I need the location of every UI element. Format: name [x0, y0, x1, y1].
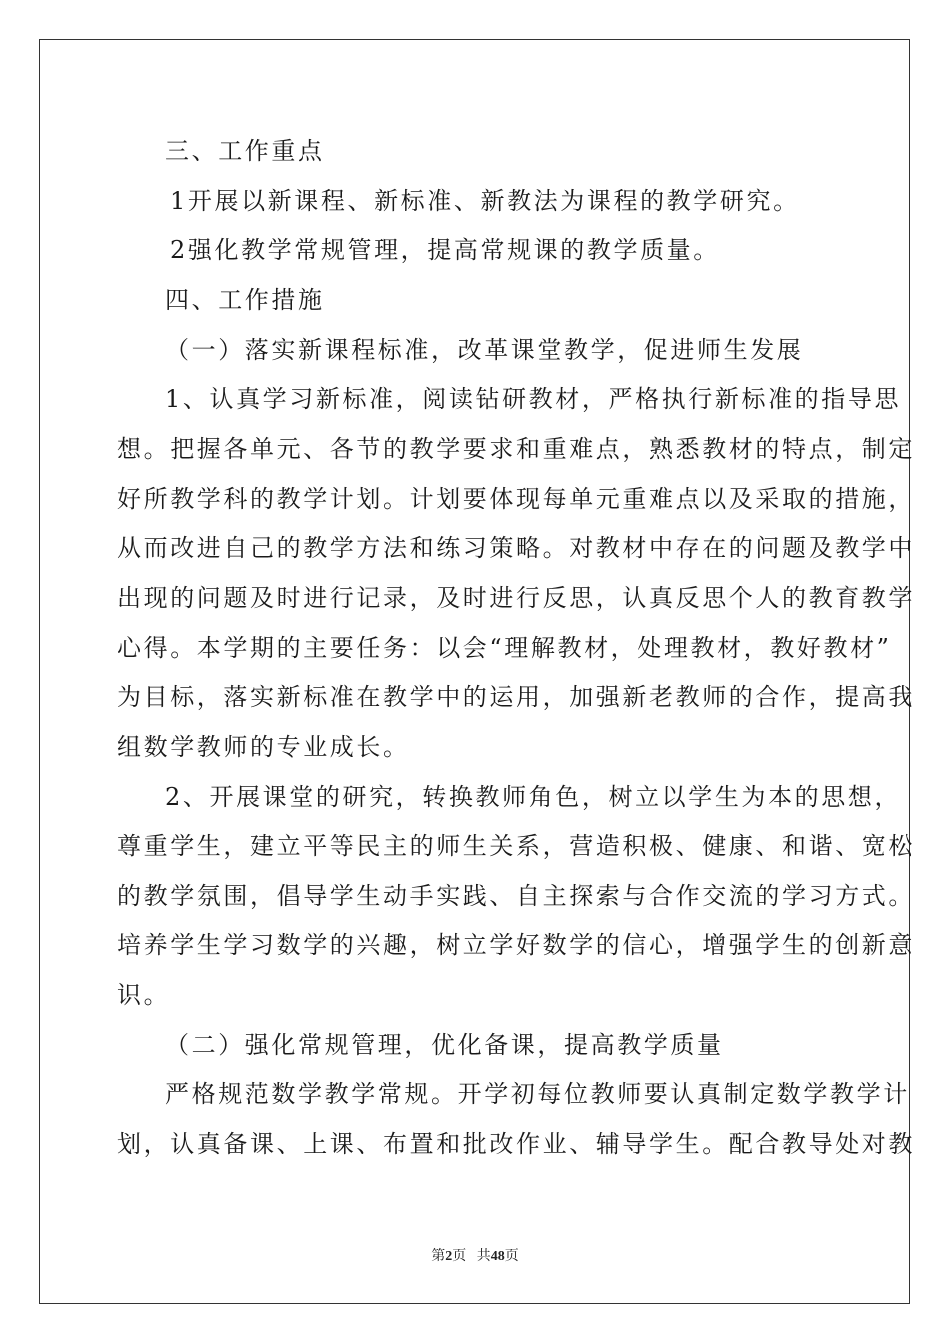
paragraph-line: 1、认真学习新标准，阅读钻研教材，严格执行新标准的指导思 — [165, 385, 902, 413]
total-pages: 48 — [490, 1249, 505, 1264]
page-border — [39, 39, 910, 1304]
section-heading-3: 三、工作重点 — [165, 137, 325, 165]
subsection-heading-1: （一）落实新课程标准，改革课堂教学，促进师生发展 — [165, 336, 804, 364]
paragraph-line: 识。 — [117, 981, 171, 1009]
paragraph-line: 的教学氛围，倡导学生动手实践、自主探索与合作交流的学习方式。 — [117, 882, 915, 910]
page-label-suffix: 页 — [452, 1249, 467, 1264]
paragraph-line: 2、开展课堂的研究，转换教师角色，树立以学生为本的思想， — [165, 783, 902, 811]
page-label-prefix: 第 — [431, 1249, 446, 1264]
total-label-prefix: 共 — [476, 1249, 491, 1264]
total-label-suffix: 页 — [504, 1249, 519, 1264]
paragraph-line: 2强化教学常规管理，提高常规课的教学质量。 — [170, 236, 720, 264]
paragraph-line: 出现的问题及时进行记录，及时进行反思，认真反思个人的教育教学 — [117, 584, 915, 612]
paragraph-line: 想。把握各单元、各节的教学要求和重难点，熟悉教材的特点，制定 — [117, 435, 915, 463]
paragraph-line: 为目标，落实新标准在教学中的运用，加强新老教师的合作，提高我 — [117, 683, 915, 711]
page-number: 2 — [445, 1249, 453, 1264]
paragraph-line: 尊重学生，建立平等民主的师生关系，营造积极、健康、和谐、宽松 — [117, 832, 915, 860]
section-heading-4: 四、工作措施 — [165, 286, 325, 314]
subsection-heading-2: （二）强化常规管理，优化备课，提高教学质量 — [165, 1031, 724, 1059]
paragraph-line: 培养学生学习数学的兴趣，树立学好数学的信心，增强学生的创新意 — [117, 931, 915, 959]
paragraph-line: 严格规范数学教学常规。开学初每位教师要认真制定数学教学计 — [165, 1080, 910, 1108]
paragraph-line: 从而改进自己的教学方法和练习策略。对教材中存在的问题及教学中 — [117, 534, 915, 562]
paragraph-line: 好所教学科的教学计划。计划要体现每单元重难点以及采取的措施， — [117, 485, 915, 513]
paragraph-line: 组数学教师的专业成长。 — [117, 733, 410, 761]
paragraph-line: 心得。本学期的主要任务：以会“理解教材，处理教材，教好教材” — [117, 634, 892, 662]
page-footer — [0, 1248, 950, 1266]
paragraph-line: 1开展以新课程、新标准、新教法为课程的教学研究。 — [170, 187, 800, 215]
paragraph-line: 划，认真备课、上课、布置和批改作业、辅导学生。配合教导处对教 — [117, 1130, 915, 1158]
